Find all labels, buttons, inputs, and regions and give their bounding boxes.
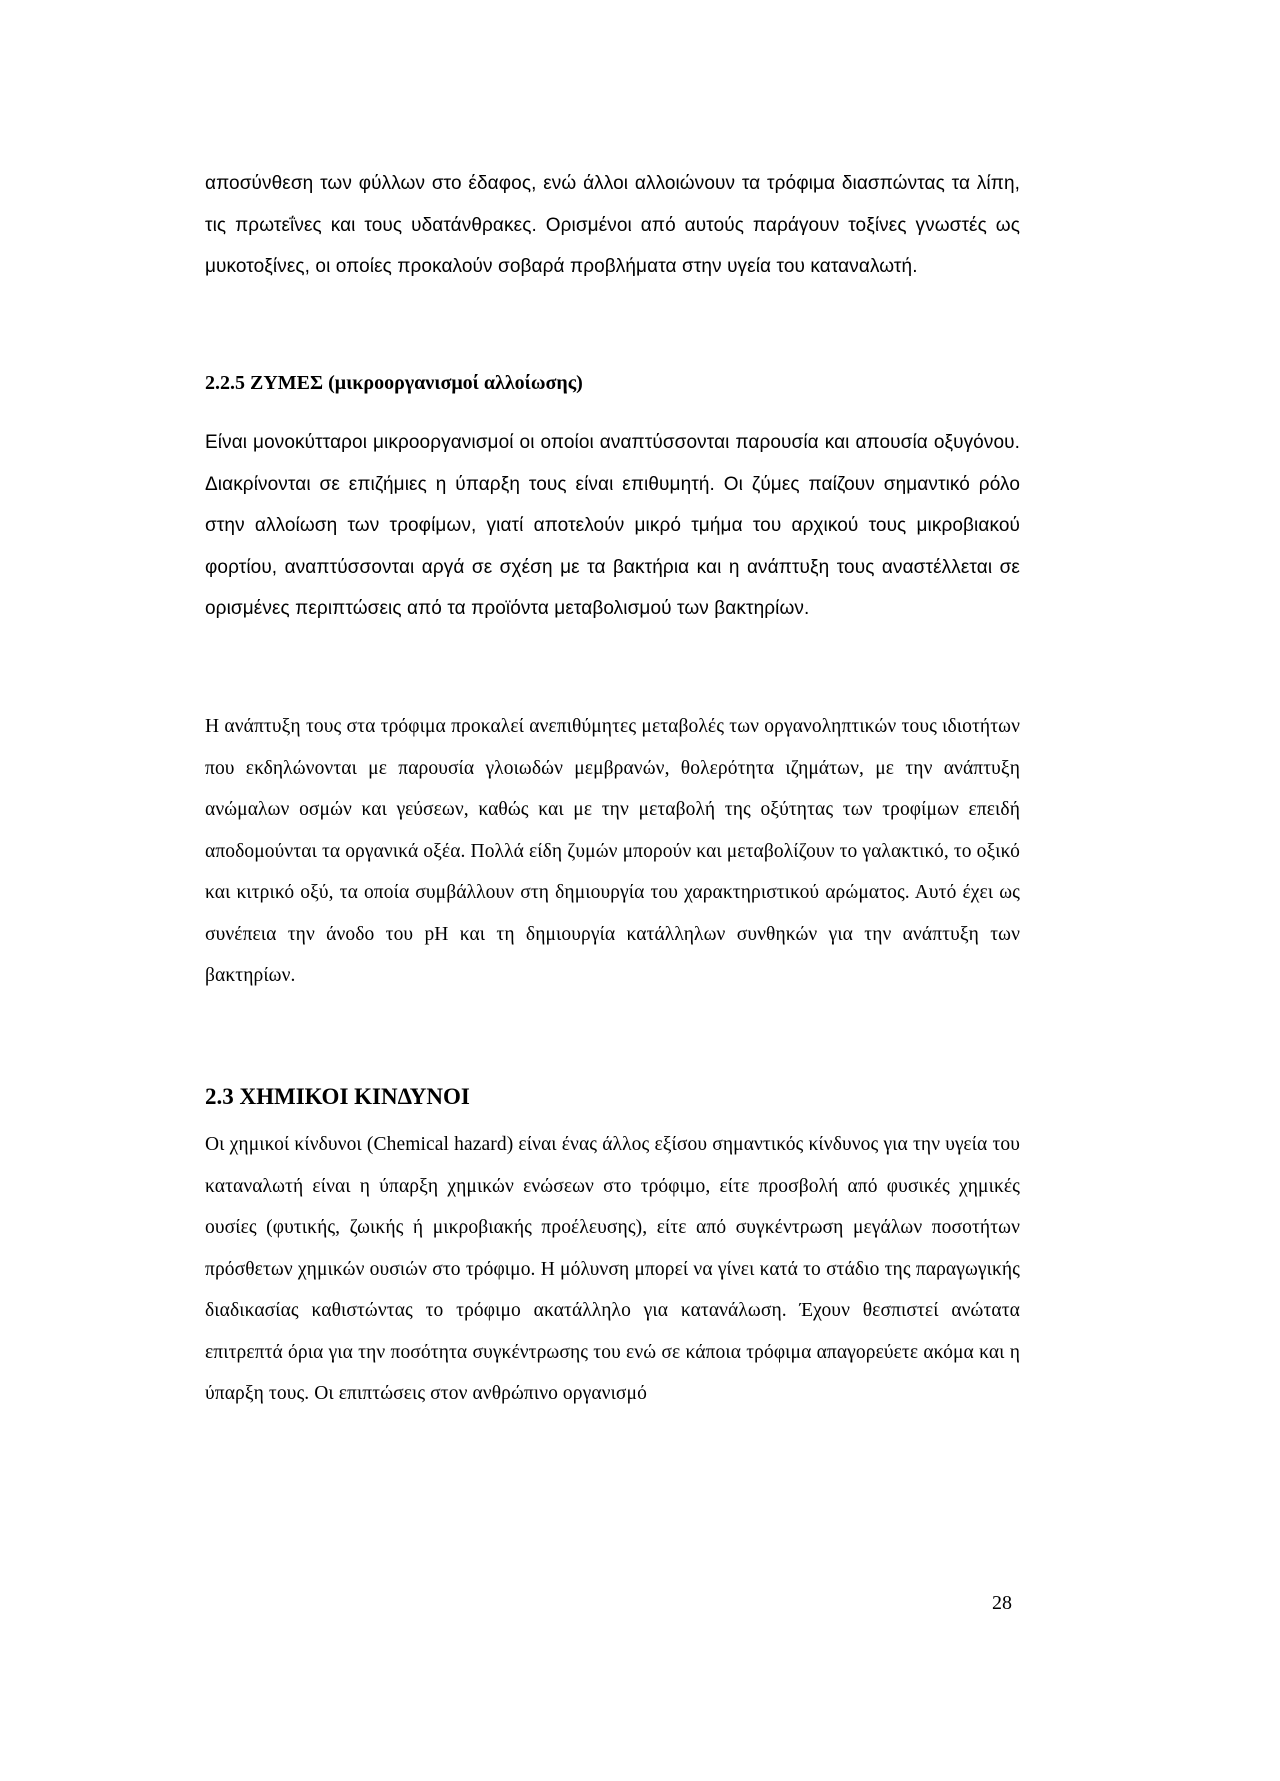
intro-block [205,163,1020,288]
page-number: 28 [992,1592,1012,1614]
section-heading-yeasts: 2.2.5 ΖΥΜΕΣ (μικροοργανισμοί αλλοίωσης) [205,372,583,394]
yeasts-paragraph-1-block [205,422,1020,630]
section-heading-chemical: 2.3 ΧΗΜΙΚΟΙ ΚΙΝΔΥΝΟΙ [205,1084,470,1109]
paragraph-yeasts-1: Είναι μονοκύτταροι μικροοργανισμοί οι οποίοι αναπτύσσονται παρουσία και απουσία οξυγόνου. Διακρίνονται σε επιζήμιες η ύπαρξη τους είναι επιθυμητή. Οι ζύμες παίζουν σημαντικό ρόλο στην αλλοίωση των τροφίμων, γιατί αποτελούν μικρό τμήμα του αρχικού τους μικροβιακού φορτίου, αναπτύσσονται αργά σε σχέση με τα βακτήρια και η ανάπτυξη τους αναστέλλεται σε ορισμένες περιπτώσεις από τα προϊόντα μεταβολισμού των βακτηρίων. [205,432,1020,619]
paragraph-chemical: Οι χημικοί κίνδυνοι (Chemical hazard) είναι ένας άλλος εξίσου σημαντικός κίνδυνος για την υγεία του καταναλωτή είναι η ύπαρξη χημικών ενώσεων στο τρόφιμο, είτε προσβολή από φυσικές χημικές ουσίες (φυτικής, ζωικής ή μικροβιακής προέλευσης), είτε από συγκέντρωση μεγάλων ποσοτήτων πρόσθετων χημικών ουσιών στο τρόφιμο. Η μόλυνση μπορεί να γίνει κατά το στάδιο της παραγωγικής διαδικασίας καθιστώντας το τρόφιμο ακατάλληλο για κατανάλωση. Έχουν θεσπιστεί ανώτατα επιτρεπτά όρια για την ποσότητα συγκέντρωσης του ενώ σε κάποια τρόφιμα απαγορεύετε ακόμα και η ύπαρξη τους. Οι επιπτώσεις στον ανθρώπινο οργανισμό [205,1134,1020,1404]
paragraph-intro: αποσύνθεση των φύλλων στο έδαφος, ενώ άλλοι αλλοιώνουν τα τρόφιμα διασπώντας τα λίπη, τις πρωτεΐνες και τους υδατάνθρακες. Ορισμένοι από αυτούς παράγουν τοξίνες γνωστές ως μυκοτοξίνες, οι οποίες προκαλούν σοβαρά προβλήματα στην υγεία του καταναλωτή. [205,173,1020,277]
yeasts-heading-block [205,372,1020,395]
yeasts-paragraph-2-block [205,706,1020,997]
chemical-paragraph-block [205,1124,1020,1415]
chemical-heading-block [205,1084,1020,1110]
paragraph-yeasts-2: Η ανάπτυξη τους στα τρόφιμα προκαλεί ανεπιθύμητες μεταβολές των οργανοληπτικών τους ιδιοτήτων που εκδηλώνονται με παρουσία γλοιωδών μεμβρανών, θολερότητα ιζημάτων, με την ανάπτυξη ανώμαλων οσμών και γεύσεων, καθώς και με την μεταβολή της οξύτητας των τροφίμων επειδή αποδομούνται τα οργανικά οξέα. Πολλά είδη ζυμών μπορούν και μεταβολίζουν το γαλακτικό, το οξικό και κιτρικό οξύ, τα οποία συμβάλλουν στη δημιουργία του χαρακτηριστικού αρώματος. Αυτό έχει ως συνέπεια την άνοδο του pH και τη δημιουργία κατάλληλων συνθηκών για την ανάπτυξη των βακτηρίων. [205,716,1020,986]
